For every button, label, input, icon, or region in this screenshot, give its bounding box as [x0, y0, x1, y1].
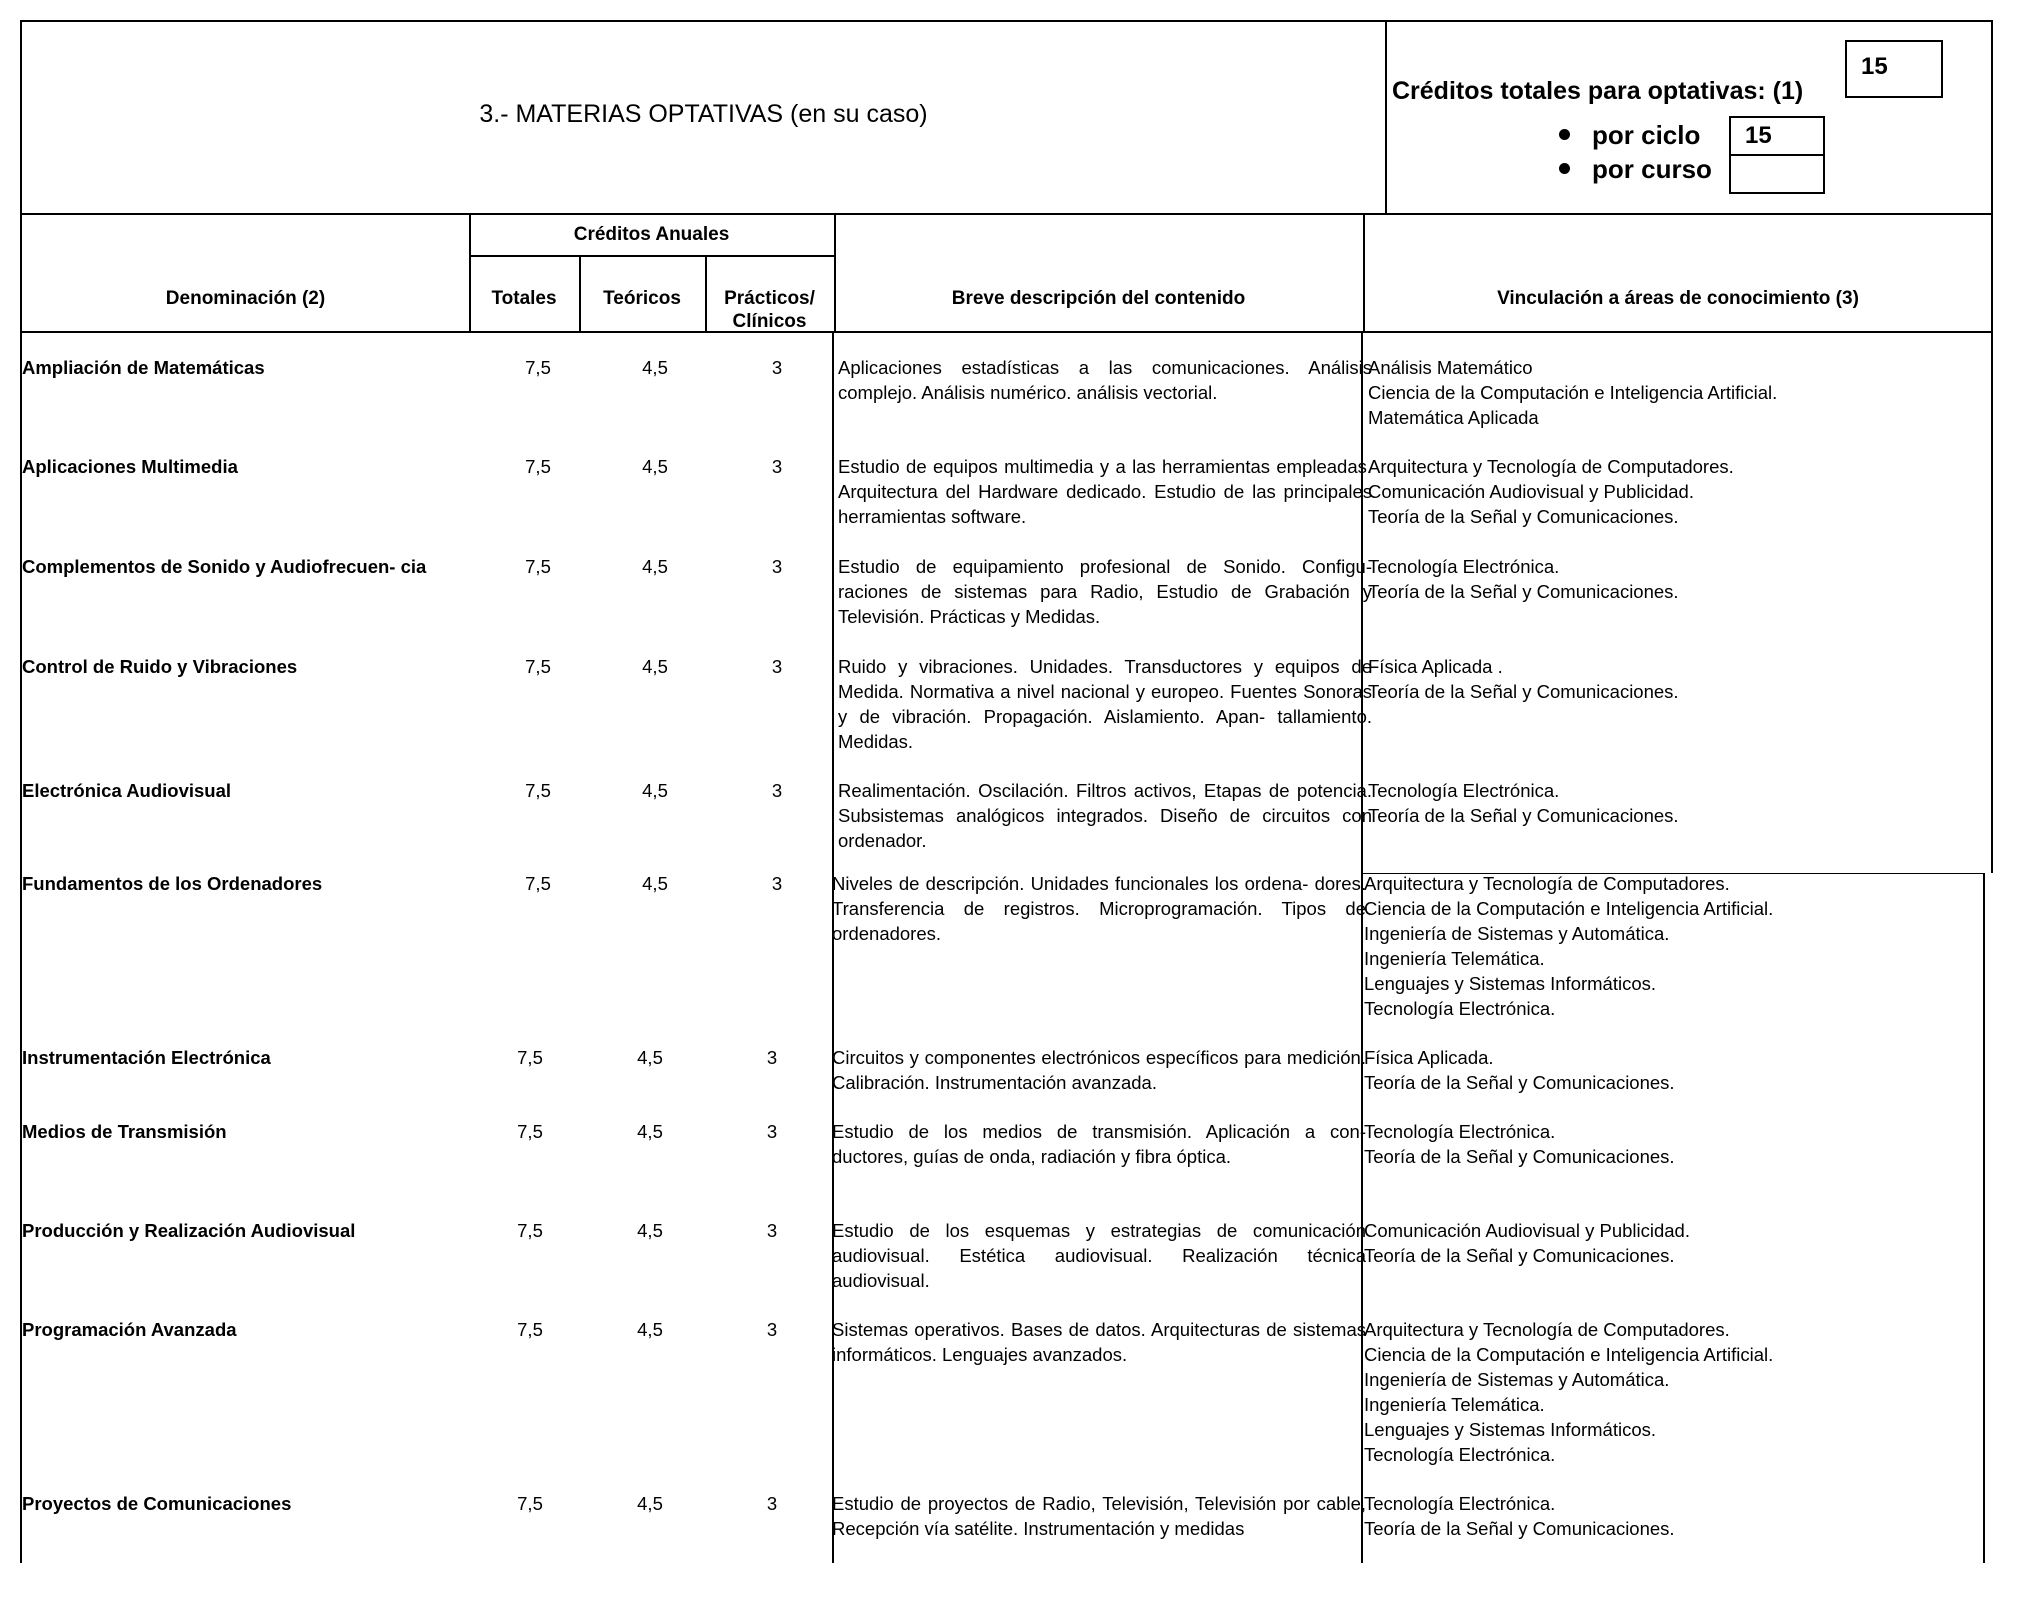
por-ciclo-item [1559, 120, 1700, 151]
area-item: Ciencia de la Computación e Inteligencia Artificial. [1368, 382, 1778, 403]
credits-practicos: 3 [771, 357, 783, 378]
por-curso-label: por curso [1592, 154, 1712, 184]
credits-totales: 7,5 [517, 1319, 543, 1340]
por-ciclo-box: 15 [1729, 116, 1825, 156]
area-item: Tecnología Electrónica. [1364, 1121, 1556, 1142]
col-creditos-anuales: Créditos Anuales [573, 224, 730, 245]
table-body [20, 331, 1993, 1563]
subject-description: Realimentación. Oscilación. Filtros activos, Etapas de potencia. Subsistemas analógicos integrados. Diseño de circuitos con ordenador. [838, 780, 1372, 851]
bullet-icon [1559, 129, 1570, 140]
credits-totales: 7,5 [517, 1121, 543, 1142]
credits-totales: 7,5 [525, 780, 551, 801]
subject-areas [1364, 1218, 1924, 1268]
credits-totales: 7,5 [525, 357, 551, 378]
credits-practicos: 3 [771, 556, 783, 577]
section-title: 3.- MATERIAS OPTATIVAS (en su caso) [479, 100, 928, 128]
subject-name: Fundamentos de los Ordenadores [22, 873, 323, 894]
credits-teoricos: 4,5 [637, 1319, 663, 1340]
credits-practicos: 3 [766, 1220, 778, 1241]
area-item: Arquitectura y Tecnología de Computadores. [1368, 456, 1734, 477]
credits-teoricos: 4,5 [642, 456, 668, 477]
credits-totales: 7,5 [525, 656, 551, 677]
subject-description: Estudio de los esquemas y estrategias de comunicación audiovisual. Estética audiovisual. Realización técnica audiovisual. [832, 1220, 1366, 1291]
section-header [20, 20, 1993, 215]
credits-teoricos: 4,5 [642, 556, 668, 577]
area-item: Tecnología Electrónica. [1368, 780, 1560, 801]
table-border [1991, 331, 1993, 873]
credits-teoricos: 4,5 [637, 1220, 663, 1241]
subject-name: Complementos de Sonido y Audiofrecuen- cia [22, 556, 427, 577]
subject-name: Medios de Transmisión [22, 1121, 227, 1142]
subject-areas [1364, 1317, 1924, 1467]
credits-practicos: 3 [771, 873, 783, 894]
credits-practicos: 3 [771, 456, 783, 477]
subject-name: Control de Ruido y Vibraciones [22, 656, 298, 677]
credits-teoricos: 4,5 [637, 1493, 663, 1514]
credits-practicos: 3 [766, 1047, 778, 1068]
credits-practicos: 3 [766, 1319, 778, 1340]
subject-areas [1368, 554, 1928, 604]
area-item: Análisis Matemático [1368, 357, 1533, 378]
subject-description: Ruido y vibraciones. Unidades. Transductores y equipos de Medida. Normativa a nivel nacional y europeo. Fuentes Sonoras y de vibración. Propagación. Aislamiento. Apan- tallamiento. Medidas. [838, 656, 1372, 752]
subject-name: Ampliación de Matemáticas [22, 357, 265, 378]
credits-totales: 7,5 [517, 1493, 543, 1514]
subject-name: Producción y Realización Audiovisual [22, 1220, 356, 1241]
area-item: Ciencia de la Computación e Inteligencia Artificial. [1364, 898, 1774, 919]
subject-description: Estudio de equipos multimedia y a las herramientas empleadas. Arquitectura del Hardware dedicado. Estudio de las principales herramientas software. [838, 456, 1372, 527]
subject-name: Electrónica Audiovisual [22, 780, 232, 801]
area-item: Ingeniería Telemática. [1364, 1394, 1545, 1415]
area-item: Teoría de la Señal y Comunicaciones. [1364, 1146, 1675, 1167]
subject-name: Instrumentación Electrónica [22, 1047, 271, 1068]
credits-totales: 7,5 [517, 1047, 543, 1068]
area-item: Ingeniería Telemática. [1364, 948, 1545, 969]
credits-teoricos: 4,5 [642, 357, 668, 378]
credits-teoricos: 4,5 [637, 1121, 663, 1142]
area-item: Teoría de la Señal y Comunicaciones. [1364, 1518, 1675, 1539]
col-divider [1363, 215, 1365, 331]
area-item: Lenguajes y Sistemas Informáticos. [1364, 1419, 1657, 1440]
credits-totales: 7,5 [517, 1220, 543, 1241]
subject-description: Estudio de proyectos de Radio, Televisión, Televisión por cable, Recepción vía satélite. Instrumentación y medidas [832, 1493, 1366, 1539]
subject-description: Estudio de los medios de transmisión. Aplicación a con- ductores, guías de onda, radiación y fibra óptica. [832, 1121, 1366, 1167]
subject-areas [1364, 1119, 1924, 1169]
area-item: Teoría de la Señal y Comunicaciones. [1368, 681, 1679, 702]
subject-areas [1368, 355, 1928, 430]
por-curso-item [1559, 154, 1712, 185]
area-item: Tecnología Electrónica. [1364, 1444, 1556, 1465]
subject-description: Aplicaciones estadísticas a las comunicaciones. Análisis complejo. Análisis numérico. análisis vectorial. [838, 357, 1372, 403]
col-totales: Totales [491, 288, 557, 309]
credits-totales: 7,5 [525, 873, 551, 894]
area-item: Ingeniería de Sistemas y Automática. [1364, 1369, 1670, 1390]
table-border [20, 331, 22, 1563]
area-item: Arquitectura y Tecnología de Computadores. [1364, 873, 1730, 894]
col-descripcion: Breve descripción del contenido [951, 288, 1246, 309]
col-divider [832, 331, 834, 1563]
col-divider [834, 215, 836, 331]
area-item: Ciencia de la Computación e Inteligencia Artificial. [1364, 1344, 1774, 1365]
subject-name: Programación Avanzada [22, 1319, 237, 1340]
credits-totales: 7,5 [525, 456, 551, 477]
area-item: Ingeniería de Sistemas y Automática. [1364, 923, 1670, 944]
credits-total-box: 15 [1845, 40, 1943, 98]
subheader-line [469, 255, 834, 257]
area-item: Tecnología Electrónica. [1368, 556, 1560, 577]
subject-areas [1364, 1045, 1924, 1095]
col-practicos: Prácticos/ Clínicos [724, 288, 815, 332]
subject-description: Sistemas operativos. Bases de datos. Arquitecturas de sistemas informáticos. Lenguajes avanzados. [832, 1319, 1366, 1365]
credits-teoricos: 4,5 [642, 780, 668, 801]
por-ciclo-label: por ciclo [1592, 120, 1701, 150]
col-denominacion: Denominación (2) [165, 288, 326, 309]
subject-name: Proyectos de Comunicaciones [22, 1493, 292, 1514]
area-item: Comunicación Audiovisual y Publicidad. [1364, 1220, 1690, 1241]
credits-teoricos: 4,5 [637, 1047, 663, 1068]
area-item: Teoría de la Señal y Comunicaciones. [1364, 1245, 1675, 1266]
subject-areas [1368, 454, 1928, 529]
area-item: Tecnología Electrónica. [1364, 1493, 1556, 1514]
area-item: Matemática Aplicada [1368, 407, 1539, 428]
credits-practicos: 3 [771, 780, 783, 801]
area-item: Física Aplicada . [1368, 656, 1503, 677]
col-teoricos: Teóricos [603, 288, 681, 309]
area-item: Teoría de la Señal y Comunicaciones. [1368, 506, 1679, 527]
credits-teoricos: 4,5 [642, 873, 668, 894]
subject-description: Estudio de equipamiento profesional de Sonido. Configu- raciones de sistemas para Radio, Estudio de Grabación y Televisión. Prácticas y Medidas. [838, 556, 1372, 627]
table-border [1983, 873, 1985, 1563]
subject-areas [1364, 1491, 1924, 1541]
subject-description: Circuitos y componentes electrónicos específicos para medición. Calibración. Instrumentación avanzada. [832, 1047, 1366, 1093]
area-item: Arquitectura y Tecnología de Computadores. [1364, 1319, 1730, 1340]
subject-name: Aplicaciones Multimedia [22, 456, 238, 477]
area-item: Teoría de la Señal y Comunicaciones. [1368, 805, 1679, 826]
credits-practicos: 3 [766, 1121, 778, 1142]
column-header-row [20, 213, 1993, 333]
col-vinculacion: Vinculación a áreas de conocimiento (3) [1497, 288, 1859, 309]
area-item: Tecnología Electrónica. [1364, 998, 1556, 1019]
header-divider [1385, 22, 1387, 213]
credits-practicos: 3 [771, 656, 783, 677]
subject-description: Niveles de descripción. Unidades funcionales los ordena- dores. Transferencia de registros. Microprogramación. Tipos de ordenadores. [832, 873, 1366, 944]
credits-total-label: Créditos totales para optativas: (1) [1392, 77, 1804, 105]
credits-totales: 7,5 [525, 556, 551, 577]
subject-areas [1368, 654, 1928, 704]
credits-practicos: 3 [766, 1493, 778, 1514]
area-item: Teoría de la Señal y Comunicaciones. [1368, 581, 1679, 602]
credits-teoricos: 4,5 [642, 656, 668, 677]
area-item: Teoría de la Señal y Comunicaciones. [1364, 1072, 1675, 1093]
subject-areas [1364, 871, 1924, 1021]
area-item: Lenguajes y Sistemas Informáticos. [1364, 973, 1657, 994]
bullet-icon [1559, 163, 1570, 174]
area-item: Física Aplicada. [1364, 1047, 1494, 1068]
area-item: Comunicación Audiovisual y Publicidad. [1368, 481, 1694, 502]
subject-areas [1368, 778, 1928, 828]
por-curso-box [1729, 154, 1825, 194]
